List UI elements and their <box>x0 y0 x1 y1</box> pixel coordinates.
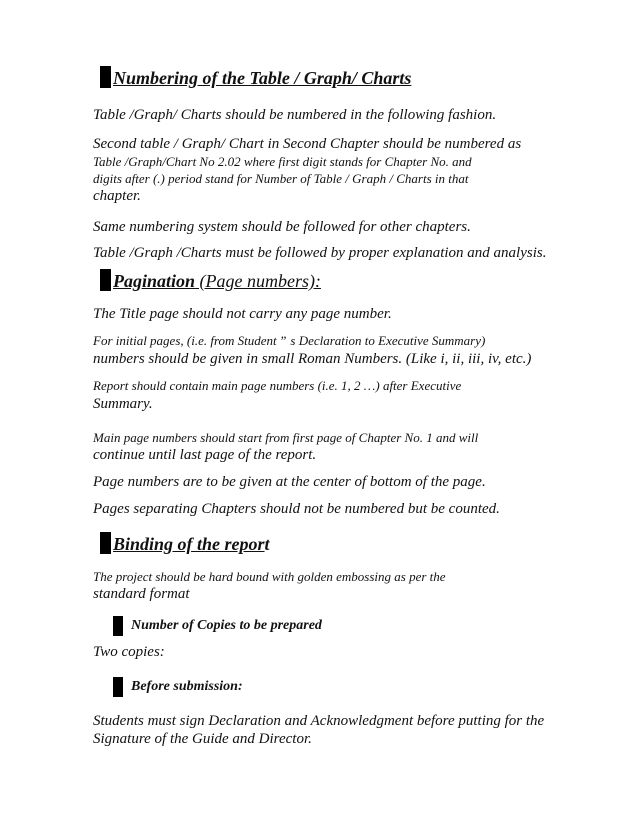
text-line: For initial pages, (i.e. from Student ˮ s Declaration to Executive Summary) <box>93 333 486 348</box>
text-line: Same numbering system should be followed for other chapters. <box>93 219 471 235</box>
heading-binding-main: Binding of the repor <box>113 534 265 554</box>
text-line: Students must sign Declaration and Acknowledgment before putting for the <box>93 713 545 729</box>
heading-bullet-binding <box>100 532 111 554</box>
text-line: Second table / Graph/ Chart in Second Chapter should be numbered as <box>93 136 522 152</box>
heading-bullet-numbering <box>100 66 111 88</box>
heading-submission: Before submission: <box>131 679 243 694</box>
text-line: standard format <box>93 586 190 602</box>
text-line: Page numbers are to be given at the center of bottom of the page. <box>93 474 486 490</box>
heading-bullet-pagination <box>100 269 111 291</box>
text-line: Two copies: <box>93 644 165 660</box>
heading-bullet-submission <box>113 677 123 697</box>
text-line: Pages separating Chapters should not be numbered but be counted. <box>93 501 500 517</box>
text-line: chapter. <box>93 188 141 204</box>
text-line: The Title page should not carry any page number. <box>93 306 392 322</box>
text-line: Main page numbers should start from first page of Chapter No. 1 and will <box>93 430 479 445</box>
heading-copies: Number of Copies to be prepared <box>131 618 322 633</box>
text-line: Table /Graph/Chart No 2.02 where first digit stands for Chapter No. and <box>93 154 472 169</box>
text-line: continue until last page of the report. <box>93 447 317 463</box>
text-line: The project should be hard bound with golden embossing as per the <box>93 569 446 584</box>
text-line: Report should contain main page numbers (i.e. 1, 2 …) after Executive <box>93 378 462 393</box>
heading-pagination-rest: (Page numbers): <box>195 271 321 291</box>
text-line: Table /Graph /Charts must be followed by proper explanation and analysis. <box>93 245 547 261</box>
heading-pagination-bold: Pagination <box>113 271 196 291</box>
text-line: Summary. <box>93 396 153 412</box>
heading-binding <box>113 533 270 555</box>
text-line: numbers should be given in small Roman Numbers. (Like i, ii, iii, iv, etc.) <box>93 351 532 367</box>
text-line: digits after (.) period stand for Number of Table / Graph / Charts in that <box>93 171 469 186</box>
heading-pagination <box>113 270 321 292</box>
text-line: Table /Graph/ Charts should be numbered in the following fashion. <box>93 107 497 123</box>
heading-bullet-copies <box>113 616 123 636</box>
heading-binding-tail: t <box>264 534 270 554</box>
text-line: Signature of the Guide and Director. <box>93 731 312 747</box>
heading-numbering: Numbering of the Table / Graph/ Charts <box>113 68 412 88</box>
